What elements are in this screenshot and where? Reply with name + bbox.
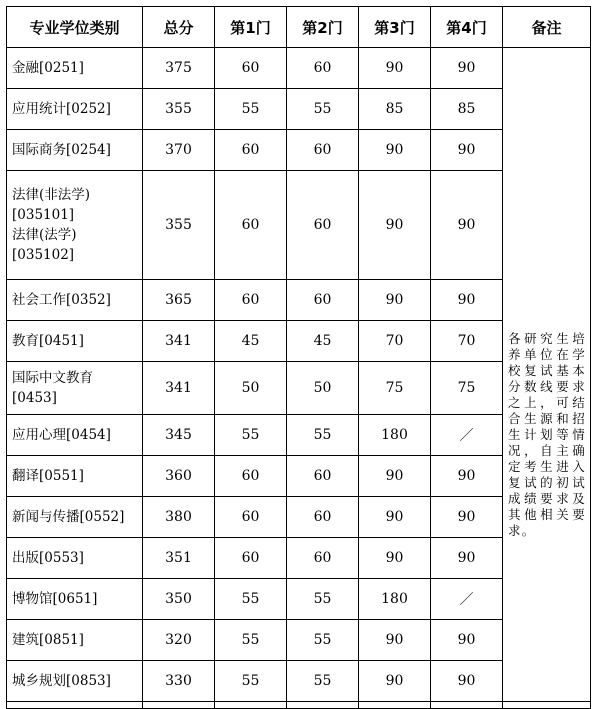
partial-cell: [215, 702, 287, 709]
subject-4-cell: ／: [431, 579, 503, 620]
header-category: 专业学位类别: [7, 7, 143, 48]
subject-4-cell: 85: [431, 89, 503, 130]
category-line: [0453]: [12, 390, 57, 406]
subject-4-cell: 90: [431, 497, 503, 538]
total-cell: 360: [143, 456, 215, 497]
category-cell: 国际商务[0254]: [7, 130, 143, 171]
subject-2-cell: 60: [287, 497, 359, 538]
subject-4-cell: 90: [431, 280, 503, 321]
subject-2-cell: 55: [287, 579, 359, 620]
subject-2-cell: 60: [287, 171, 359, 280]
subject-3-cell: 85: [359, 89, 431, 130]
subject-3-cell: 90: [359, 497, 431, 538]
subject-1-cell: 60: [215, 456, 287, 497]
subject-4-cell: 90: [431, 620, 503, 661]
subject-1-cell: 60: [215, 48, 287, 89]
subject-2-cell: 60: [287, 456, 359, 497]
total-cell: 355: [143, 89, 215, 130]
subject-1-cell: 55: [215, 620, 287, 661]
score-table: [6, 6, 591, 709]
subject-3-cell: 180: [359, 579, 431, 620]
subject-4-cell: 75: [431, 362, 503, 415]
subject-2-cell: 60: [287, 280, 359, 321]
total-cell: 365: [143, 280, 215, 321]
category-cell: 应用统计[0252]: [7, 89, 143, 130]
subject-4-cell: 90: [431, 661, 503, 702]
category-cell: [7, 362, 143, 415]
remark-text: 各研究生培养单位在学校复试基本分数线要求之上，可结合生源和招生计划等情况，自主确定考生进入复试的初试成绩要求及其他相关要求。: [508, 330, 586, 538]
category-cell: 城乡规划[0853]: [7, 661, 143, 702]
total-cell: 380: [143, 497, 215, 538]
subject-1-cell: 55: [215, 579, 287, 620]
subject-1-cell: 60: [215, 171, 287, 280]
header-total: 总分: [143, 7, 215, 48]
subject-1-cell: 60: [215, 538, 287, 579]
total-cell: 320: [143, 620, 215, 661]
category-cell: 建筑[0851]: [7, 620, 143, 661]
subject-3-cell: 70: [359, 321, 431, 362]
subject-2-cell: 55: [287, 89, 359, 130]
subject-3-cell: 90: [359, 171, 431, 280]
total-cell: 341: [143, 321, 215, 362]
total-cell: 375: [143, 48, 215, 89]
subject-1-cell: 55: [215, 89, 287, 130]
category-cell: 教育[0451]: [7, 321, 143, 362]
subject-1-cell: 55: [215, 661, 287, 702]
partial-cell: [143, 702, 215, 709]
subject-4-cell: 90: [431, 130, 503, 171]
subject-1-cell: 45: [215, 321, 287, 362]
total-cell: 355: [143, 171, 215, 280]
subject-3-cell: 90: [359, 48, 431, 89]
subject-3-cell: 90: [359, 661, 431, 702]
total-cell: 345: [143, 415, 215, 456]
subject-1-cell: 50: [215, 362, 287, 415]
subject-4-cell: 90: [431, 48, 503, 89]
total-cell: 351: [143, 538, 215, 579]
header-subject-1: 第1门: [215, 7, 287, 48]
subject-1-cell: 60: [215, 130, 287, 171]
subject-4-cell: 90: [431, 171, 503, 280]
category-cell: 金融[0251]: [7, 48, 143, 89]
partial-cell: [7, 702, 143, 709]
category-cell: 社会工作[0352]: [7, 280, 143, 321]
category-cell: 出版[0553]: [7, 538, 143, 579]
subject-4-cell: 90: [431, 456, 503, 497]
category-line: [035101]: [12, 207, 75, 223]
subject-3-cell: 90: [359, 280, 431, 321]
category-cell: 应用心理[0454]: [7, 415, 143, 456]
category-line: 国际中文教育: [12, 370, 93, 386]
total-cell: 350: [143, 579, 215, 620]
subject-1-cell: 55: [215, 415, 287, 456]
category-cell: 博物馆[0651]: [7, 579, 143, 620]
total-cell: 370: [143, 130, 215, 171]
total-cell: 330: [143, 661, 215, 702]
subject-3-cell: 75: [359, 362, 431, 415]
subject-2-cell: 50: [287, 362, 359, 415]
subject-4-cell: 70: [431, 321, 503, 362]
subject-1-cell: 60: [215, 497, 287, 538]
table-row-partial: [7, 702, 591, 709]
subject-4-cell: 90: [431, 538, 503, 579]
category-line: 法律(法学): [12, 227, 77, 243]
remark-cell: [503, 48, 591, 702]
category-cell: 翻译[0551]: [7, 456, 143, 497]
subject-2-cell: 45: [287, 321, 359, 362]
table-row: [7, 48, 591, 89]
subject-1-cell: 60: [215, 280, 287, 321]
category-cell: 新闻与传播[0552]: [7, 497, 143, 538]
category-line: 法律(非法学): [12, 187, 91, 203]
header-remark: 备注: [503, 7, 591, 48]
subject-3-cell: 180: [359, 415, 431, 456]
header-subject-3: 第3门: [359, 7, 431, 48]
subject-3-cell: 90: [359, 130, 431, 171]
subject-4-cell: ／: [431, 415, 503, 456]
subject-2-cell: 60: [287, 130, 359, 171]
header-row: [7, 7, 591, 48]
subject-3-cell: 90: [359, 620, 431, 661]
subject-3-cell: 90: [359, 538, 431, 579]
category-line: [035102]: [12, 247, 75, 263]
partial-cell: [287, 702, 359, 709]
header-subject-4: 第4门: [431, 7, 503, 48]
subject-2-cell: 55: [287, 661, 359, 702]
partial-cell: [359, 702, 431, 709]
subject-3-cell: 90: [359, 456, 431, 497]
subject-2-cell: 60: [287, 48, 359, 89]
header-subject-2: 第2门: [287, 7, 359, 48]
subject-2-cell: 60: [287, 538, 359, 579]
total-cell: 341: [143, 362, 215, 415]
subject-2-cell: 55: [287, 415, 359, 456]
category-cell: [7, 171, 143, 280]
partial-cell: [431, 702, 503, 709]
partial-cell: [503, 702, 591, 709]
subject-2-cell: 55: [287, 620, 359, 661]
